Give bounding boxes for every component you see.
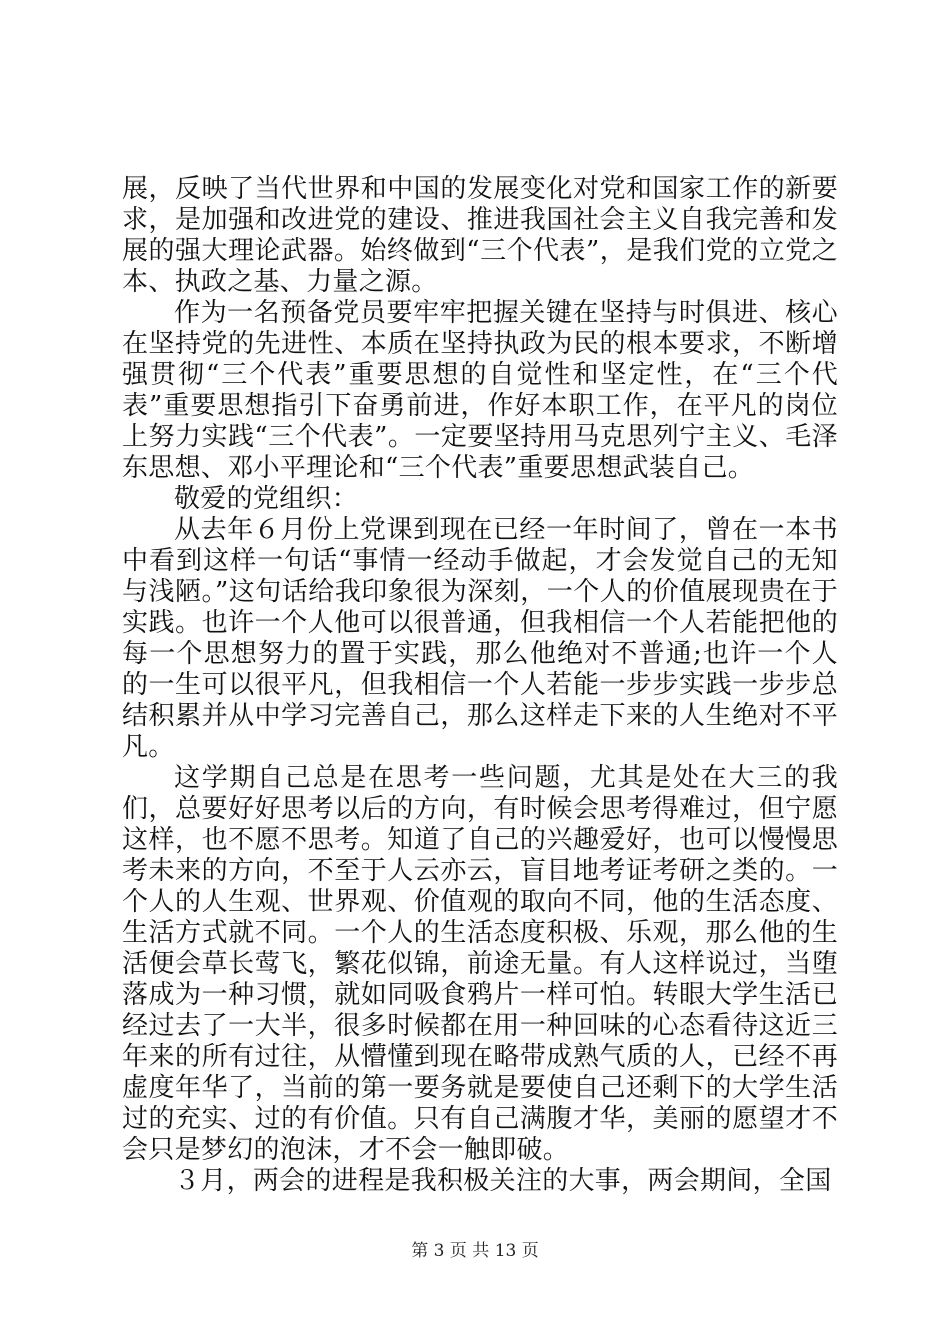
- salutation: 敬爱的党组织：: [174, 484, 359, 514]
- page-number-footer: 第 3 页 共 13 页: [411, 1241, 539, 1261]
- paragraph-reflection: 这学期自己总是在思考一些问题，尤其是处在大三的我们，总要好好思考以后的方向，有时候会思考得难过，但宁愿这样，也不愿不思考。知道了自己的兴趣爱好，也可以慢慢思考未来的方向，不至于人云亦云，盲目地考证考研之类的。一个人的人生观、世界观、价值观的取向不同，他的生活态度、生活方式就不同。一个人的生活态度积极、乐观，那么他的生活便会草长莺飞，繁花似锦，前途无量。有人这样说过，当堕落成为一种习惯，就如同吸食鸦片一样可怕。转眼大学生活已经过去了一大半，很多时候都在用一种回味的心态看待这近三年来的所有过往，从懵懂到现在略带成熟气质的人，已经不再虚度年华了，当前的第一要务就是要使自己还剩下的大学生活过的充实、过的有价值。只有自己满腹才华，美丽的愿望才不会只是梦幻的泡沫，才不会一触即破。: [122, 763, 838, 1165]
- paragraph-continuation: 展，反映了当代世界和中国的发展变化对党和国家工作的新要求，是加强和改进党的建设、推进我国社会主义自我完善和发展的强大理论武器。始终做到“三个代表”，是我们党的立党之本、执政之基、力量之源。: [122, 174, 838, 297]
- document-body: [122, 174, 838, 1197]
- paragraph-three-represents: 作为一名预备党员要牢牢把握关键在坚持与时俱进、核心在坚持党的先进性、本质在坚持执政为民的根本要求，不断增强贯彻“三个代表”重要思想的自觉性和坚定性，在“三个代表”重要思想指引下奋勇前进，作好本职工作，在平凡的岗位上努力实践“三个代表”。一定要坚持用马克思列宁主义、毛泽东思想、邓小平理论和“三个代表”重要思想武装自己。: [122, 298, 838, 483]
- paragraph-two-sessions: ３月，两会的进程是我积极关注的大事，两会期间，全国: [174, 1166, 832, 1196]
- paragraph-practice: 从去年６月份上党课到现在已经一年时间了，曾在一本书中看到这样一句话“事情一经动手做起，才会发觉自己的无知与浅陋。”这句话给我印象很为深刻，一个人的价值展现贵在于实践。也许一个人他可以很普通，但我相信一个人若能把他的每一个思想努力的置于实践，那么他绝对不普通;也许一个人的一生可以很平凡，但我相信一个人若能一步步实践一步步总结积累并从中学习完善自己，那么这样走下来的人生绝对不平凡。: [122, 515, 838, 762]
